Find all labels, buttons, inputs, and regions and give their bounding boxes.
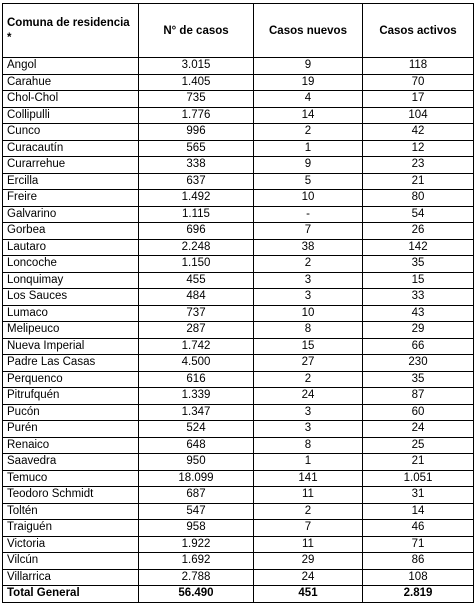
table-row (3, 223, 474, 240)
active-cases-cell: 21 (363, 173, 474, 190)
new-cases-cell: 10 (254, 305, 363, 322)
commune-cell: Curarrehue (3, 157, 139, 174)
commune-cell: Total General (3, 586, 139, 603)
total-cases-cell: 1.742 (139, 338, 254, 355)
total-cases-cell: 1.492 (139, 190, 254, 207)
commune-cell: Lautaro (3, 239, 139, 256)
active-cases-cell: 2.819 (363, 586, 474, 603)
table-row (3, 190, 474, 207)
commune-cell: Villarrica (3, 569, 139, 586)
table-row (3, 338, 474, 355)
header-commune: Comuna de residencia * (3, 4, 139, 58)
commune-cell: Galvarino (3, 206, 139, 223)
total-cases-cell: 648 (139, 437, 254, 454)
table-row (3, 470, 474, 487)
header-new-cases: Casos nuevos (254, 4, 363, 58)
table-row (3, 569, 474, 586)
table-row (3, 58, 474, 75)
total-cases-cell: 950 (139, 454, 254, 471)
total-cases-cell: 687 (139, 487, 254, 504)
commune-cell: Traiguén (3, 520, 139, 537)
active-cases-cell: 71 (363, 536, 474, 553)
active-cases-cell: 118 (363, 58, 474, 75)
new-cases-cell: 38 (254, 239, 363, 256)
active-cases-cell: 21 (363, 454, 474, 471)
header-total-cases: N° de casos (139, 4, 254, 58)
total-cases-cell: 2.248 (139, 239, 254, 256)
new-cases-cell: 9 (254, 58, 363, 75)
total-cases-cell: 484 (139, 289, 254, 306)
new-cases-cell: 24 (254, 388, 363, 405)
header-row (3, 4, 474, 58)
header-active-cases: Casos activos (363, 4, 474, 58)
total-cases-cell: 1.347 (139, 404, 254, 421)
cases-by-commune-table (2, 3, 474, 603)
active-cases-cell: 35 (363, 371, 474, 388)
commune-cell: Lumaco (3, 305, 139, 322)
new-cases-cell: 19 (254, 74, 363, 91)
active-cases-cell: 24 (363, 421, 474, 438)
commune-cell: Victoria (3, 536, 139, 553)
total-cases-cell: 56.490 (139, 586, 254, 603)
commune-cell: Loncoche (3, 256, 139, 273)
new-cases-cell: 2 (254, 371, 363, 388)
commune-cell: Nueva Imperial (3, 338, 139, 355)
new-cases-cell: 14 (254, 107, 363, 124)
active-cases-cell: 80 (363, 190, 474, 207)
active-cases-cell: 25 (363, 437, 474, 454)
total-cases-cell: 18.099 (139, 470, 254, 487)
new-cases-cell: 3 (254, 421, 363, 438)
active-cases-cell: 23 (363, 157, 474, 174)
table-row (3, 536, 474, 553)
commune-cell: Curacautín (3, 140, 139, 157)
active-cases-cell: 142 (363, 239, 474, 256)
new-cases-cell: 11 (254, 487, 363, 504)
total-cases-cell: 1.115 (139, 206, 254, 223)
commune-cell: Vilcún (3, 553, 139, 570)
active-cases-cell: 31 (363, 487, 474, 504)
total-cases-cell: 287 (139, 322, 254, 339)
active-cases-cell: 70 (363, 74, 474, 91)
table-row (3, 322, 474, 339)
total-cases-cell: 1.339 (139, 388, 254, 405)
new-cases-cell: 451 (254, 586, 363, 603)
commune-cell: Gorbea (3, 223, 139, 240)
table-row (3, 371, 474, 388)
total-cases-cell: 616 (139, 371, 254, 388)
active-cases-cell: 230 (363, 355, 474, 372)
commune-cell: Lonquimay (3, 272, 139, 289)
total-cases-cell: 735 (139, 91, 254, 108)
table-row (3, 503, 474, 520)
new-cases-cell: 2 (254, 503, 363, 520)
new-cases-cell: 8 (254, 322, 363, 339)
commune-cell: Saavedra (3, 454, 139, 471)
table-row (3, 107, 474, 124)
table-row (3, 157, 474, 174)
new-cases-cell: 3 (254, 289, 363, 306)
total-cases-cell: 4.500 (139, 355, 254, 372)
active-cases-cell: 35 (363, 256, 474, 273)
active-cases-cell: 17 (363, 91, 474, 108)
total-cases-cell: 3.015 (139, 58, 254, 75)
table-row (3, 520, 474, 537)
table-row (3, 140, 474, 157)
new-cases-cell: 3 (254, 404, 363, 421)
table-row (3, 388, 474, 405)
new-cases-cell: 7 (254, 223, 363, 240)
commune-cell: Ercilla (3, 173, 139, 190)
total-cases-cell: 1.922 (139, 536, 254, 553)
new-cases-cell: 1 (254, 454, 363, 471)
active-cases-cell: 29 (363, 322, 474, 339)
table-row (3, 74, 474, 91)
active-cases-cell: 86 (363, 553, 474, 570)
table-row (3, 553, 474, 570)
commune-cell: Melipeuco (3, 322, 139, 339)
commune-cell: Carahue (3, 74, 139, 91)
total-cases-cell: 637 (139, 173, 254, 190)
new-cases-cell: 7 (254, 520, 363, 537)
total-cases-cell: 524 (139, 421, 254, 438)
table-body (3, 58, 474, 603)
commune-cell: Renaico (3, 437, 139, 454)
table-row (3, 124, 474, 141)
new-cases-cell: 2 (254, 124, 363, 141)
new-cases-cell: 2 (254, 256, 363, 273)
active-cases-cell: 54 (363, 206, 474, 223)
table-row (3, 239, 474, 256)
commune-cell: Purén (3, 421, 139, 438)
total-cases-cell: 1.150 (139, 256, 254, 273)
total-cases-cell: 696 (139, 223, 254, 240)
active-cases-cell: 60 (363, 404, 474, 421)
total-cases-cell: 958 (139, 520, 254, 537)
new-cases-cell: 29 (254, 553, 363, 570)
active-cases-cell: 26 (363, 223, 474, 240)
active-cases-cell: 87 (363, 388, 474, 405)
new-cases-cell: 11 (254, 536, 363, 553)
new-cases-cell: 15 (254, 338, 363, 355)
commune-cell: Pucón (3, 404, 139, 421)
active-cases-cell: 42 (363, 124, 474, 141)
table-row (3, 272, 474, 289)
new-cases-cell: 4 (254, 91, 363, 108)
commune-cell: Los Sauces (3, 289, 139, 306)
total-cases-cell: 565 (139, 140, 254, 157)
table-row (3, 437, 474, 454)
active-cases-cell: 12 (363, 140, 474, 157)
total-cases-cell: 2.788 (139, 569, 254, 586)
new-cases-cell: 9 (254, 157, 363, 174)
total-cases-cell: 996 (139, 124, 254, 141)
commune-cell: Perquenco (3, 371, 139, 388)
commune-cell: Teodoro Schmidt (3, 487, 139, 504)
active-cases-cell: 66 (363, 338, 474, 355)
table-row (3, 91, 474, 108)
table-row (3, 454, 474, 471)
new-cases-cell: 10 (254, 190, 363, 207)
commune-cell: Chol-Chol (3, 91, 139, 108)
new-cases-cell: 1 (254, 140, 363, 157)
table-row (3, 289, 474, 306)
new-cases-cell: 8 (254, 437, 363, 454)
commune-cell: Freire (3, 190, 139, 207)
total-cases-cell: 737 (139, 305, 254, 322)
table-row (3, 355, 474, 372)
commune-cell: Angol (3, 58, 139, 75)
table-row (3, 305, 474, 322)
commune-cell: Collipulli (3, 107, 139, 124)
total-cases-cell: 547 (139, 503, 254, 520)
commune-cell: Temuco (3, 470, 139, 487)
table-row (3, 173, 474, 190)
table-row (3, 487, 474, 504)
active-cases-cell: 46 (363, 520, 474, 537)
active-cases-cell: 33 (363, 289, 474, 306)
total-cases-cell: 1.405 (139, 74, 254, 91)
new-cases-cell: 5 (254, 173, 363, 190)
total-cases-cell: 1.692 (139, 553, 254, 570)
active-cases-cell: 1.051 (363, 470, 474, 487)
active-cases-cell: 108 (363, 569, 474, 586)
new-cases-cell: 141 (254, 470, 363, 487)
total-cases-cell: 455 (139, 272, 254, 289)
active-cases-cell: 15 (363, 272, 474, 289)
active-cases-cell: 14 (363, 503, 474, 520)
active-cases-cell: 104 (363, 107, 474, 124)
commune-cell: Cunco (3, 124, 139, 141)
new-cases-cell: - (254, 206, 363, 223)
commune-cell: Pitrufquén (3, 388, 139, 405)
commune-cell: Padre Las Casas (3, 355, 139, 372)
commune-cell: Toltén (3, 503, 139, 520)
new-cases-cell: 27 (254, 355, 363, 372)
active-cases-cell: 43 (363, 305, 474, 322)
total-cases-cell: 1.776 (139, 107, 254, 124)
total-cases-cell: 338 (139, 157, 254, 174)
table-row (3, 421, 474, 438)
new-cases-cell: 3 (254, 272, 363, 289)
table-row (3, 404, 474, 421)
table-row (3, 206, 474, 223)
new-cases-cell: 24 (254, 569, 363, 586)
table-row (3, 256, 474, 273)
